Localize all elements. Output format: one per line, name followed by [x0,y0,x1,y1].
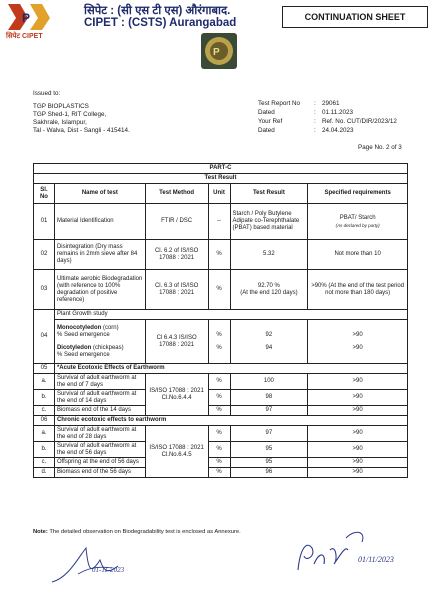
dicotyledon-label: Dicotyledon [56,344,92,351]
row-unit: % [216,344,222,351]
row-test-name: Offspring at the end of 56 days [54,458,145,468]
row-requirement: >90 [308,406,408,416]
issued-to-label: Issued to: [33,90,61,97]
header-sl-no: Sl. No [34,184,55,204]
row-method: Cl 6.4.3 IS/ISO 17088 : 2021 [145,320,208,364]
section-title: Chronic ecotoxic effects to earthworm [54,416,407,426]
row-test-name: Survival of adult earthworm at the end of 7 days [54,374,145,390]
row-result: 100 [230,374,308,390]
row-result: 5.32 [230,240,308,270]
your-ref-label: Your Ref [258,118,283,125]
monocotyledon-note: (corn) [102,324,119,331]
report-no-value: 29061 [322,100,340,107]
row-method: Cl. 6.2 of IS/ISO 17088 : 2021 [145,240,208,270]
cipet-logo [6,2,52,32]
sub-letter: c. [34,406,55,416]
row-requirement: >90 [308,442,408,458]
row-result: 98 [230,390,308,406]
table-row [34,426,408,442]
monocotyledon-label: Monocotyledon [56,324,102,331]
hologram-seal-icon [200,32,238,70]
your-ref-sep: : [314,118,316,125]
row-result: 96 [230,468,308,478]
row-unit: % [208,390,230,406]
row-unit: % [216,331,222,338]
svg-text:P: P [22,11,31,25]
header-specified-req: Specified requirements [308,184,408,204]
table-title: Test Result [34,174,408,184]
row-test-name: Survival of adult earthworm at the end of 56 days [54,442,145,458]
part-label: PART-C [34,164,408,174]
issued-line-4: Tal - Walva, Dist - Sangli - 415414. [33,127,130,134]
row-result: 95 [230,442,308,458]
table-row [34,416,408,426]
continuation-sheet-label: CONTINUATION SHEET [282,6,428,28]
row-test-name: Disintegration (Dry mass remains in 2mm sieve after 84 days) [54,240,145,270]
table-row [34,240,408,270]
dicotyledon-note: (chickpeas) [92,344,124,351]
sub-letter: b. [34,442,55,458]
sub-letter: d. [34,468,55,478]
page-number: Page No. 2 of 3 [358,144,402,151]
note-label: Note: [33,529,48,535]
row-no: 02 [34,240,55,270]
row-result: 92.70 % [257,282,280,289]
row-no: 05 [34,364,55,374]
row-result: 92 [265,331,273,338]
table-row [34,310,408,320]
row-unit: % [208,468,230,478]
plant-growth-study: Plant Growth study [54,310,407,320]
row-method: IS/ISO 17088 : 2021 Cl.No.6.4.4 [145,374,208,416]
row-method: IS/ISO 17088 : 2021 Cl.No.6.4.5 [145,426,208,478]
row-test-name: Survival of adult earthworm at the end of 14 days [54,390,145,406]
table-row [34,270,408,310]
row-result: 95 [230,458,308,468]
row-requirement: >90 [352,331,363,338]
ref-date-value: 24.04.2023 [322,127,354,134]
row-unit: % [208,374,230,390]
left-signature-date: 01-11-2023 [92,566,125,574]
header-test-name: Name of test [54,184,145,204]
logo-label: सिपेट CIPET [6,33,43,40]
table-row [34,320,408,364]
row-no: 01 [34,204,55,240]
row-method: FTIR / DSC [145,204,208,240]
row-requirement: >90% (At the end of the test period not more than 180 days) [308,270,408,310]
org-name-english: CIPET : (CSTS) Aurangabad [84,17,237,29]
row-result: 94 [265,344,273,351]
report-no-sep: : [314,100,316,107]
row-unit: % [208,270,230,310]
report-no-label: Test Report No [258,100,300,107]
report-date-label: Dated [258,109,275,116]
right-signature [286,520,426,589]
row-requirement: Not more than 10 [308,240,408,270]
row-test-name: Survival of adult earthworm at the end of 28 days [54,426,145,442]
row-unit: % [208,406,230,416]
row-requirement: >90 [308,458,408,468]
row-test-name: Material Identification [54,204,145,240]
row-no: 03 [34,270,55,310]
row-test-name: Biomass end of the 14 days [54,406,145,416]
row-requirement: >90 [352,344,363,351]
row-unit: -- [208,204,230,240]
row-result: 97 [230,406,308,416]
report-date-sep: : [314,109,316,116]
right-signature-date: 01/11/2023 [358,555,394,564]
sub-letter: a. [34,426,55,442]
svg-text:P: P [213,47,220,58]
sub-letter: b. [34,390,55,406]
table-row [34,442,408,458]
section-title: *Acute Ecotoxic Effects of Earthworm [54,364,407,374]
row-requirement: >90 [308,468,408,478]
row-unit: % [208,442,230,458]
row-requirement: >90 [308,374,408,390]
row-requirement: PBAT/ Starch [339,214,376,221]
issued-line-2: TGP Shed-1, RIT College, [33,111,107,118]
note-text: The detailed observation on Biodegradability test is enclosed as Annexure. [49,529,241,535]
header-unit: Unit [208,184,230,204]
ref-date-sep: : [314,127,316,134]
note [33,529,241,535]
monocotyledon-sub: % Seed emergence [56,331,110,338]
ref-date-label: Dated [258,127,275,134]
row-unit: % [208,240,230,270]
table-row [34,468,408,478]
your-ref-value: Ref. No. CUT/DIR/2023/12 [322,118,397,125]
row-requirement-note: (As declared by party) [335,222,380,228]
row-no: 04 [34,310,55,364]
row-requirement: >90 [308,390,408,406]
row-requirement: >90 [308,426,408,442]
row-test-name: Ultimate aerobic Biodegradation (with reference to 100% degradation of positive reference) [54,270,145,310]
table-row [34,458,408,468]
table-row [34,204,408,240]
table-row [34,406,408,416]
table-row [34,364,408,374]
row-method: Cl. 6.3 of IS/ISO 17088 : 2021 [145,270,208,310]
row-test-name: Biomass end of the 56 days [54,468,145,478]
issued-line-1: TGP BIOPLASTICS [33,103,89,110]
row-result: Starch / Poly Butylene Adipate co-Terephthalate (PBAT) based material [230,204,308,240]
dicotyledon-sub: % Seed emergence [56,351,110,358]
row-unit: % [208,458,230,468]
table-row [34,390,408,406]
sub-letter: c. [34,458,55,468]
row-unit: % [208,426,230,442]
issued-line-3: Sakhrale, Islampur, [33,119,87,126]
report-date-value: 01.11.2023 [322,109,354,116]
header-test-result: Test Result [230,184,308,204]
row-result: 97 [230,426,308,442]
row-no: 06 [34,416,55,426]
header-test-method: Test Method [145,184,208,204]
results-table [33,163,408,478]
sub-letter: a. [34,374,55,390]
org-name-hindi: सिपेट : (सी एस टी एस) औरंगाबाद. [84,5,231,17]
table-row [34,374,408,390]
row-result-note: (At the end 120 days) [240,289,298,296]
left-signature [48,538,158,593]
